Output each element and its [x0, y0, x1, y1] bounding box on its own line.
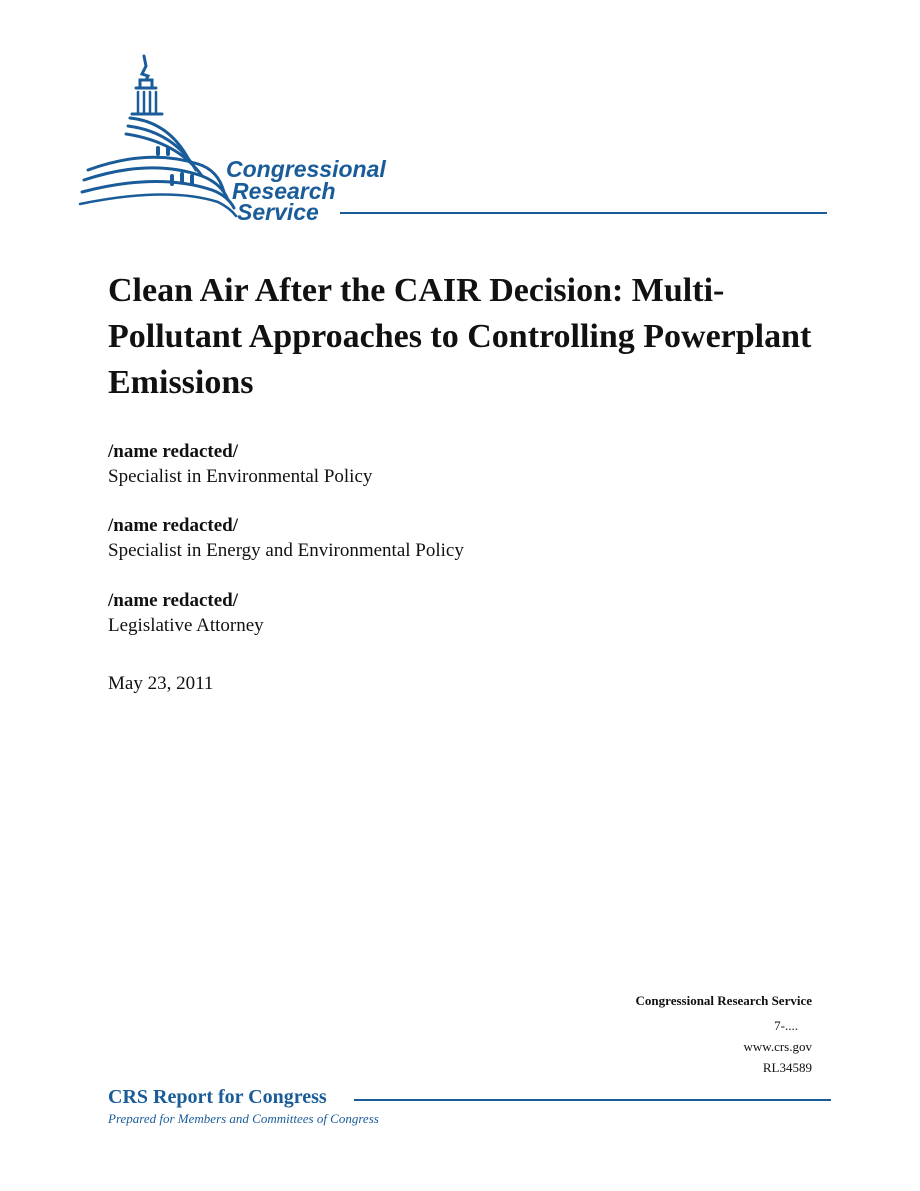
author-block — [108, 514, 464, 564]
series-title: CRS Report for Congress — [108, 1086, 327, 1108]
author-role: Specialist in Energy and Environmental Policy — [108, 540, 464, 561]
logo-text-research: Research — [232, 178, 336, 204]
report-title: Clean Air After the CAIR Decision: Multi-Pollutant Approaches to Controlling Powerplant Emissions — [108, 272, 812, 401]
report-date: May 23, 2011 — [108, 673, 214, 694]
author-name: /name redacted/ — [108, 441, 238, 462]
footer-rule — [354, 1099, 831, 1101]
footer-org: Congressional Research Service — [635, 993, 812, 1008]
header-rule — [340, 212, 827, 214]
author-name: /name redacted/ — [108, 590, 238, 611]
author-role: Specialist in Environmental Policy — [108, 466, 373, 487]
author-block — [108, 440, 372, 490]
footer-info — [636, 990, 812, 1078]
prepared-for: Prepared for Members and Committees of Congress — [108, 1111, 379, 1126]
order-code: 7-.... — [774, 1018, 798, 1033]
logo-text-congressional: Congressional — [226, 156, 386, 182]
website-link[interactable]: www.crs.gov — [743, 1039, 812, 1054]
author-name: /name redacted/ — [108, 515, 238, 536]
author-role: Legislative Attorney — [108, 615, 264, 636]
logo-text-service: Service — [237, 199, 319, 225]
report-number: RL34589 — [762, 1060, 812, 1075]
author-block — [108, 589, 264, 639]
